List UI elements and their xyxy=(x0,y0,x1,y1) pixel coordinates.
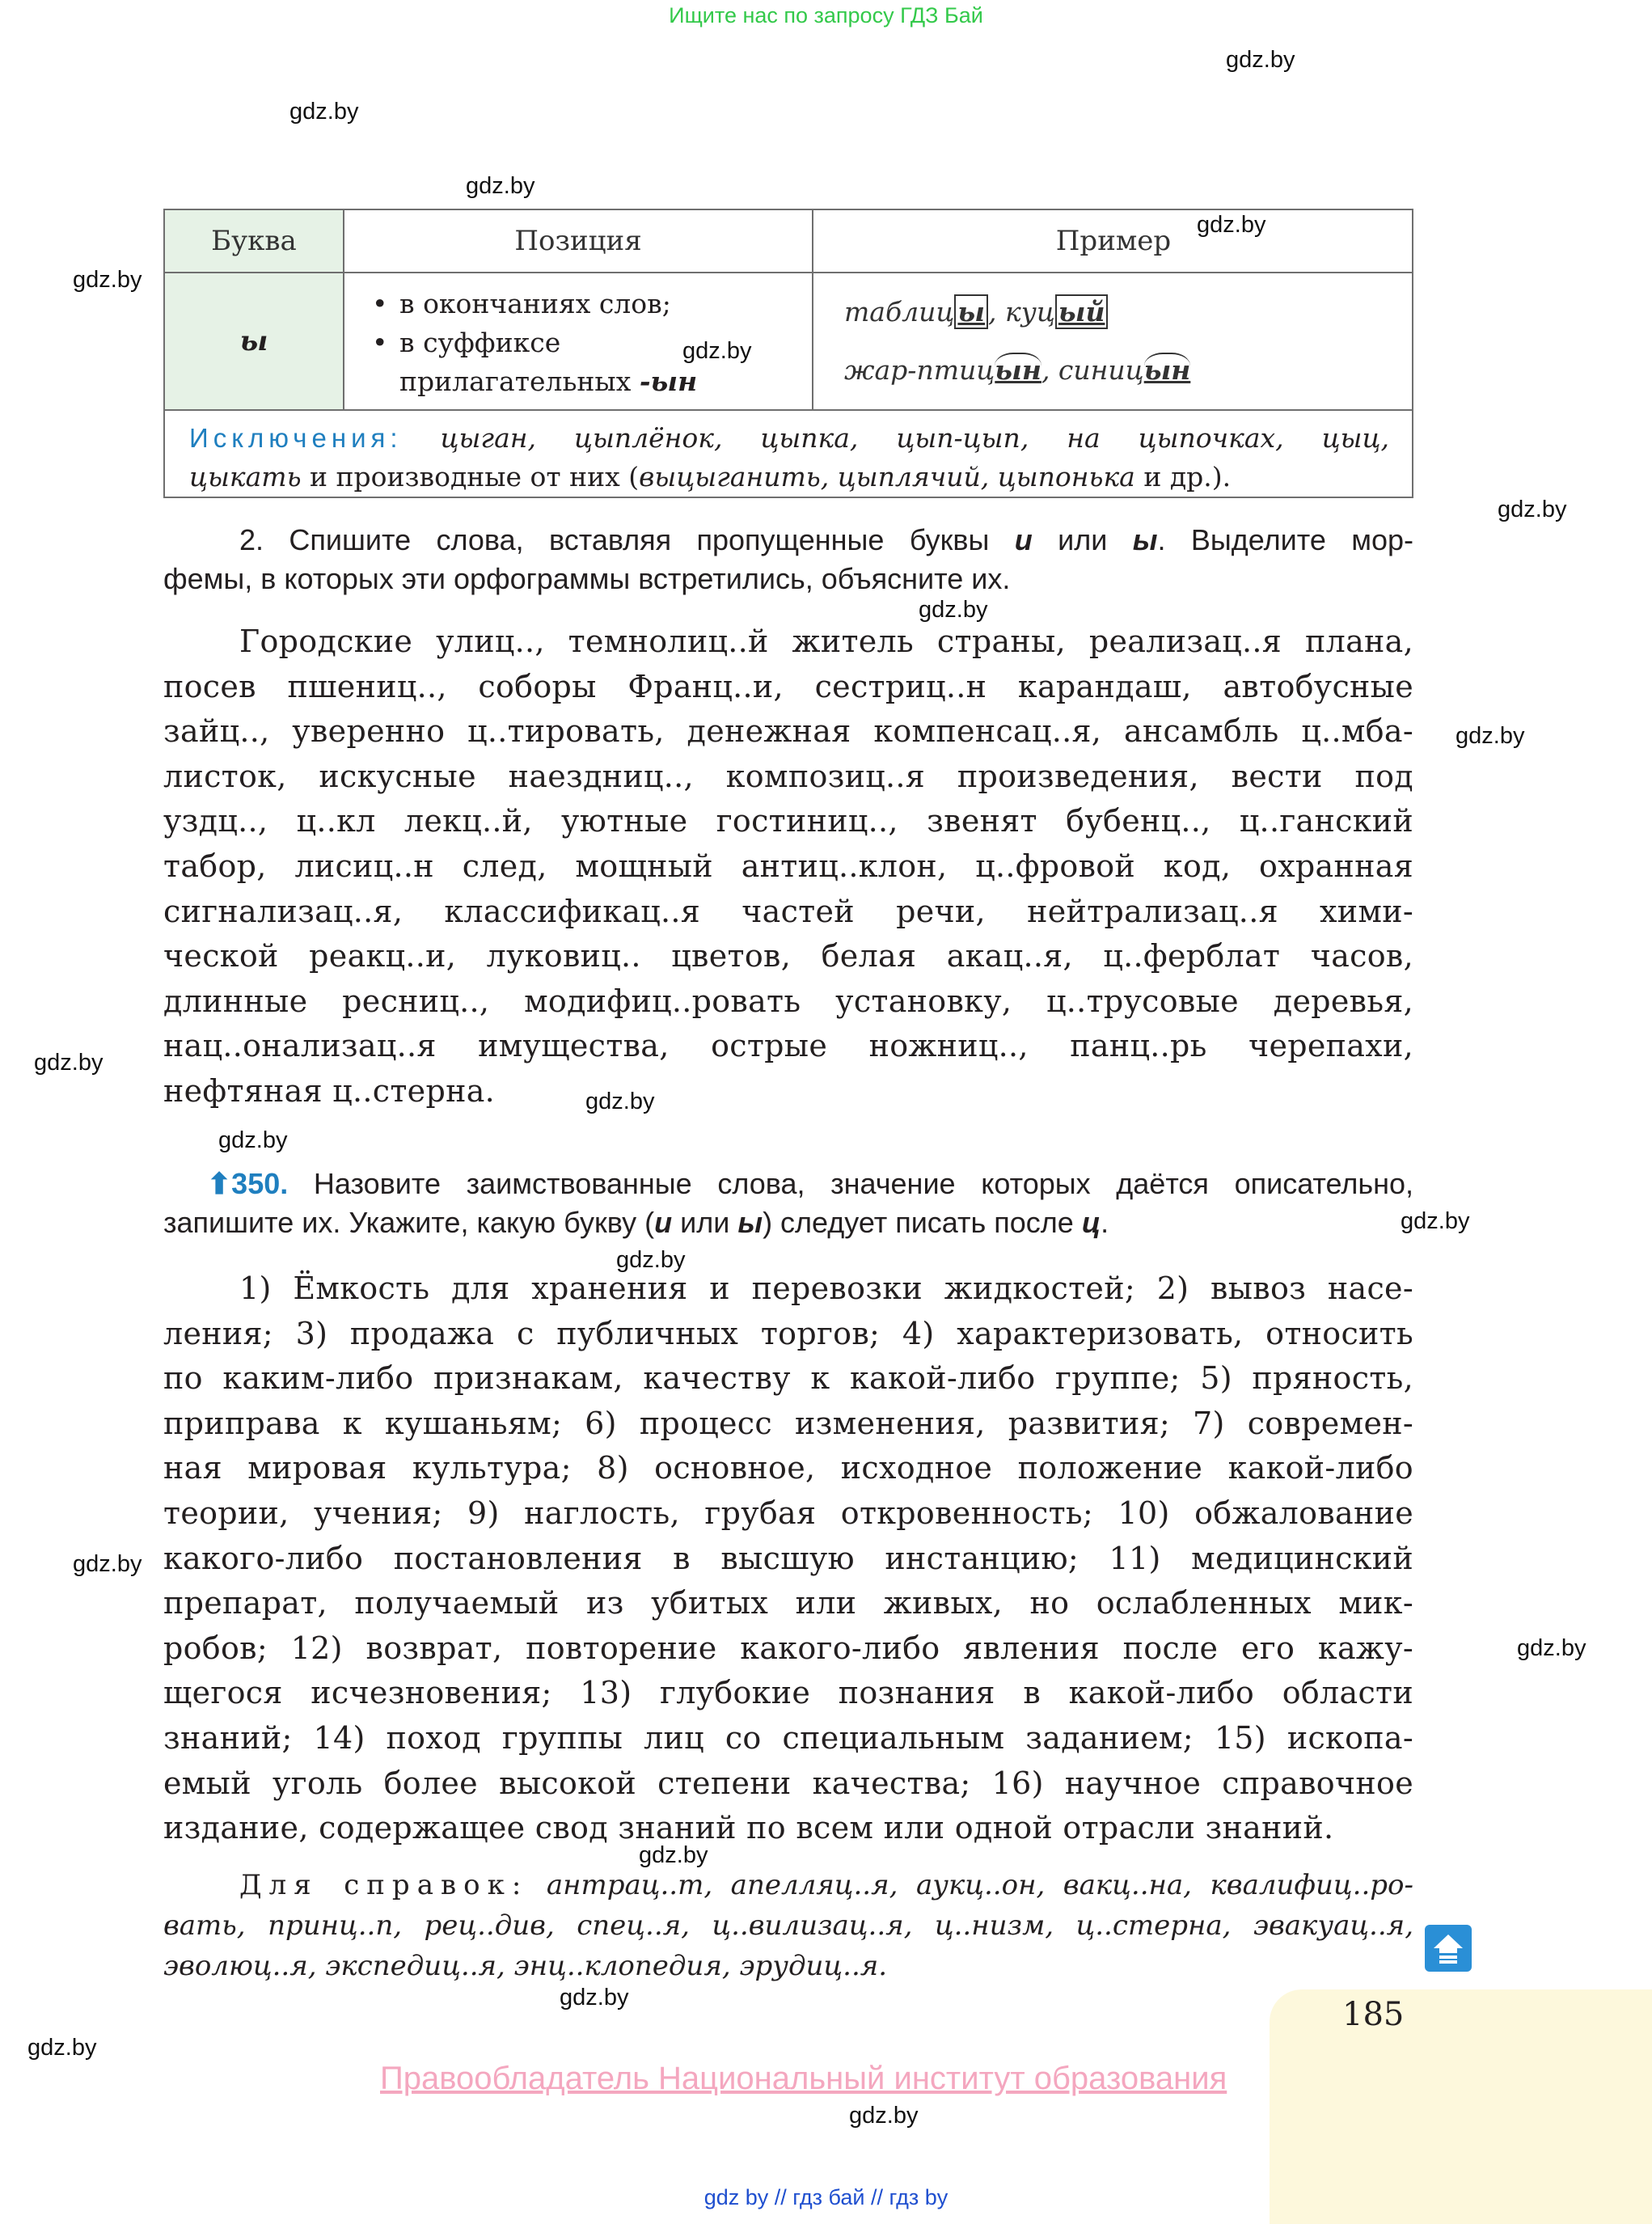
exercise-line: листок, искусные наездниц.., композиц..я произведения, вести под xyxy=(163,758,1413,794)
position-cell xyxy=(344,273,813,411)
definition-line: какого-либо постановления в высшую инстанцию; 11) медицинский xyxy=(163,1540,1413,1576)
watermark: gdz.by xyxy=(919,597,988,623)
watermark: gdz.by xyxy=(73,267,142,293)
exceptions-line-1: Исключения: цыган, цыплёнок, цыпка, цып-цып, на цыпочках, цыц, xyxy=(189,422,1389,454)
footer-links[interactable]: gdz by // гдз бай // гдз by xyxy=(703,2185,949,2209)
arrow-up-icon: ⬆ xyxy=(207,1167,232,1200)
task-350-instruction xyxy=(163,1165,1413,1242)
watermark: gdz.by xyxy=(849,2103,919,2129)
position-item-continuation: прилагательных -ын xyxy=(399,366,698,397)
watermark: gdz.by xyxy=(27,2035,97,2061)
watermark: gdz.by xyxy=(585,1089,655,1114)
reference-line-1: Для справок: антрац..т, апелляц..я, аукц..он, вакц..на, квалифиц..ро- xyxy=(239,1869,1413,1901)
exercise-line: нефтяная ц..стерна. xyxy=(163,1072,496,1109)
task-350-line-1: ⬆350. Назовите заимствованные слова, значение которых даётся описательно, xyxy=(207,1167,1413,1200)
reference-line-3: эволюц..я, экспедиц..я, энц..клопедия, эрудиц..я. xyxy=(163,1950,888,1982)
exercise-line: посев пшениц.., соборы Франц..и, сестриц..н карандаш, автобусные xyxy=(163,668,1413,704)
letter-cell: ы xyxy=(165,273,344,411)
home-icon xyxy=(1430,1930,1466,1966)
task-350-line-2: запишите их. Укажите, какую букву (и или ы) следует писать после ц. xyxy=(163,1206,1109,1239)
exercise-line: ческой реакц..и, луковиц.. цветов, белая акац..я, ц..ферблат часов, xyxy=(163,938,1413,975)
header-example: Пример xyxy=(813,210,1413,273)
watermark: gdz.by xyxy=(1456,723,1525,749)
watermark: gdz.by xyxy=(466,173,535,199)
task-2-instruction xyxy=(163,521,1413,598)
definition-line: ная мировая культура; 8) основное, исходное положение какой-либо xyxy=(163,1450,1413,1486)
watermark: gdz.by xyxy=(1226,47,1295,73)
position-item: • в суффиксе xyxy=(372,323,812,362)
exceptions-line-2: цыкать и производные от них (выцыганить, цыплячий, цыпонька и др.). xyxy=(189,461,1232,493)
home-button[interactable] xyxy=(1425,1925,1472,1972)
watermark: gdz.by xyxy=(560,1985,629,2010)
exercise-line: длинные ресниц.., модифиц..ровать установку, ц..трусовые деревья, xyxy=(163,983,1413,1019)
definition-line: ления; 3) продажа с публичных торгов; 4) характеризовать, относить xyxy=(163,1315,1413,1351)
task-2-line-2: фемы, в которых эти орфограммы встретились, объясните их. xyxy=(163,562,1011,595)
top-banner[interactable]: Ищите нас по запросу ГДЗ Бай xyxy=(669,3,983,27)
watermark: gdz.by xyxy=(73,1551,142,1577)
watermark: gdz.by xyxy=(1401,1208,1470,1234)
definition-line: приправа к кушаньям; 6) процесс изменения, развития; 7) современ- xyxy=(163,1405,1413,1441)
definition-line: теории, учения; 9) наглость, грубая откровенность; 10) обжалование xyxy=(163,1495,1413,1531)
spelling-rule-table xyxy=(163,209,1413,498)
exercise-line: нац..онализац..я имущества, острые ножниц.., панц..рь черепахи, xyxy=(163,1028,1413,1064)
task-number: 350. xyxy=(231,1167,289,1200)
exercise-line: сигнализац..я, классификац..я частей речи, нейтрализац..я хими- xyxy=(163,893,1413,929)
exercise-text xyxy=(163,619,1413,1114)
example-line-2: жар-птицын, синицын xyxy=(844,354,1191,386)
header-position: Позиция xyxy=(344,210,813,273)
definition-line: 1) Ёмкость для хранения и перевозки жидкостей; 2) вывоз насе- xyxy=(239,1271,1413,1306)
watermark: gdz.by xyxy=(34,1050,104,1076)
definition-line: по каким-либо признакам, качеству к какой-либо группе; 5) пряность, xyxy=(163,1360,1413,1397)
reference-line-2: вать, принц..п, рец..див, спец..я, ц..вилизац..я, ц..низм, ц..стерна, эвакуац..я, xyxy=(163,1909,1413,1942)
example-cell xyxy=(813,273,1413,411)
watermark: gdz.by xyxy=(639,1842,708,1868)
header-letter: Буква xyxy=(165,210,344,273)
exceptions-cell xyxy=(165,411,1413,497)
watermark: gdz.by xyxy=(616,1247,686,1273)
exercise-line: уздц.., ц..кл лекц..й, уютные гостиниц.., звенят бубенц.., ц..ганский xyxy=(163,803,1413,839)
watermark: gdz.by xyxy=(682,338,752,364)
bullet-icon: • xyxy=(372,327,388,358)
definition-line: знаний; 14) поход группы лиц со специальным заданием; 15) ископа- xyxy=(163,1719,1413,1756)
definition-line: препарат, получаемый из убитых или живых, но ослабленных мик- xyxy=(163,1585,1413,1621)
watermark: gdz.by xyxy=(1517,1635,1587,1661)
exercise-line: Городские улиц.., темнолиц..й житель страны, реализац..я плана, xyxy=(239,624,1413,659)
definition-line: робов; 12) возврат, повторение какого-либо явления после его кажу- xyxy=(163,1630,1413,1666)
task-2-line-1: 2. Спишите слова, вставляя пропущенные буквы и или ы. Выделите мор- xyxy=(239,523,1413,556)
reference-words xyxy=(163,1865,1413,1986)
position-item: • в окончаниях слов; xyxy=(372,285,812,323)
definition-line: щегося исчезновения; 13) глубокие познания в какой-либо области xyxy=(163,1675,1413,1711)
watermark: gdz.by xyxy=(289,99,359,125)
definition-line: издание, содержащее свод знаний по всем или одной отрасли знаний. xyxy=(163,1810,1334,1846)
bullet-icon: • xyxy=(372,288,388,319)
watermark: gdz.by xyxy=(218,1127,288,1153)
page-number: 185 xyxy=(1342,1996,1405,2033)
definition-line: емый уголь более высокой степени качества; 16) научное справочное xyxy=(163,1765,1413,1801)
copyright-link[interactable]: Правообладатель Национальный институт образования xyxy=(380,2061,1227,2096)
example-line-1: таблиц ы , куц ый xyxy=(844,283,1413,341)
watermark: gdz.by xyxy=(1498,497,1567,522)
watermark: gdz.by xyxy=(1197,212,1266,238)
definitions-text xyxy=(163,1266,1413,1851)
exercise-line: зайц.., уверенно ц..тировать, денежная компенсац..я, ансамбль ц..мба- xyxy=(163,713,1413,750)
exercise-line: табор, лисиц..н след, мощный антиц..клон, ц..фровой код, охранная xyxy=(163,848,1413,884)
